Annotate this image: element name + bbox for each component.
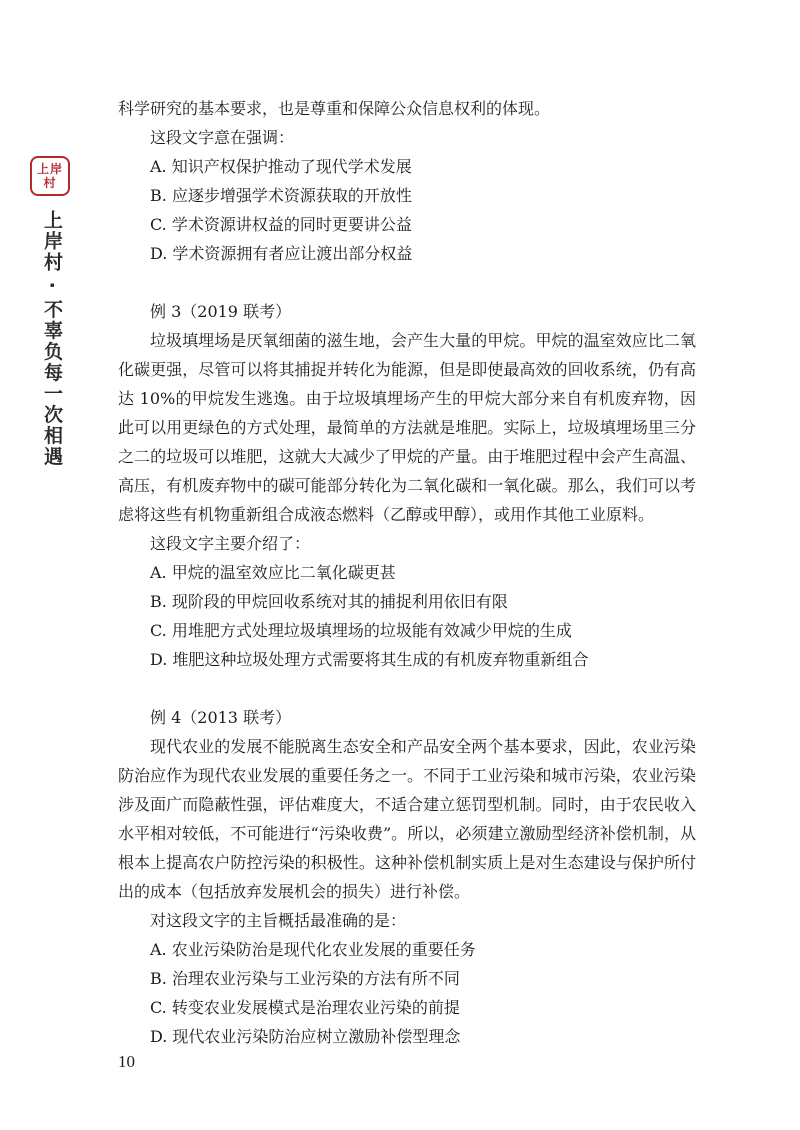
section-spacer xyxy=(118,268,696,297)
option-a: A. 知识产权保护推动了现代学术发展 xyxy=(150,157,412,176)
example-paragraph: 垃圾填埋场是厌氧细菌的滋生地，会产生大量的甲烷。甲烷的温室效应比二氧化碳更强，尽管可以将其捕捉并转化为能源，但是即使最高效的回收系统，仍有高达 10%的甲烷发生逃逸。由于垃圾填埋场产生的甲烷大部分来自有机废弃物，因此可以用更绿色的方式处理，最简单的方法就是堆肥。实际上，垃圾填埋场里三分之二的垃圾可以堆肥，这就大大减少了甲烷的产量。由于堆肥过程中会产生高温、高压，有机废弃物中的碳可能部分转化为二氧化碳和一氧化碳。那么，我们可以考虑将这些有机物重新组合成液态燃料（乙醇或甲醇），或用作其他工业原料。 xyxy=(118,331,696,524)
section-continued xyxy=(118,94,696,268)
seal-text-bottom: 村 xyxy=(43,176,57,190)
example-label: 例 4（2013 联考） xyxy=(150,708,292,727)
example-4 xyxy=(118,703,696,1051)
option-a: A. 农业污染防治是现代化农业发展的重要任务 xyxy=(150,940,476,959)
option-b: B. 应逐步增强学术资源获取的开放性 xyxy=(150,186,412,205)
brand-seal-logo xyxy=(30,156,70,196)
option-c: C. 转变农业发展模式是治理农业污染的前提 xyxy=(150,998,460,1017)
option-b: B. 治理农业污染与工业污染的方法有所不同 xyxy=(150,969,460,988)
question-stem: 这段文字意在强调： xyxy=(150,128,295,147)
page-number: 10 xyxy=(118,1052,135,1071)
option-c: C. 学术资源讲权益的同时更要讲公益 xyxy=(150,215,412,234)
option-b: B. 现阶段的甲烷回收系统对其的捕捉利用依旧有限 xyxy=(150,592,508,611)
example-label: 例 3（2019 联考） xyxy=(150,302,292,321)
seal-text-top: 上岸 xyxy=(36,162,63,176)
section-spacer xyxy=(118,674,696,703)
question-stem: 这段文字主要介绍了： xyxy=(150,534,311,553)
option-d: D. 学术资源拥有者应让渡出部分权益 xyxy=(150,244,413,263)
example-paragraph: 现代农业的发展不能脱离生态安全和产品安全两个基本要求，因此，农业污染防治应作为现代农业发展的重要任务之一。不同于工业污染和城市污染，农业污染涉及面广而隐蔽性强，评估难度大，不适合建立惩罚型机制。同时，由于农民收入水平相对较低，不可能进行“污染收费”。所以，必须建立激励型经济补偿机制，从根本上提高农户防控污染的积极性。这种补偿机制实质上是对生态建设与保护所付出的成本（包括放弃发展机会的损失）进行补偿。 xyxy=(118,737,696,901)
paragraph-tail: 科学研究的基本要求，也是尊重和保障公众信息权利的体现。 xyxy=(118,99,551,118)
side-slogan: 上岸村 · 不辜负每一次相遇 xyxy=(41,210,63,468)
option-c: C. 用堆肥方式处理垃圾填埋场的垃圾能有效减少甲烷的生成 xyxy=(150,621,572,640)
question-stem: 对这段文字的主旨概括最准确的是： xyxy=(150,911,407,930)
option-d: D. 现代农业污染防治应树立激励补偿型理念 xyxy=(150,1027,461,1046)
option-a: A. 甲烷的温室效应比二氧化碳更甚 xyxy=(150,563,396,582)
example-3 xyxy=(118,297,696,674)
option-d: D. 堆肥这种垃圾处理方式需要将其生成的有机废弃物重新组合 xyxy=(150,650,589,669)
page-body xyxy=(118,94,696,1051)
